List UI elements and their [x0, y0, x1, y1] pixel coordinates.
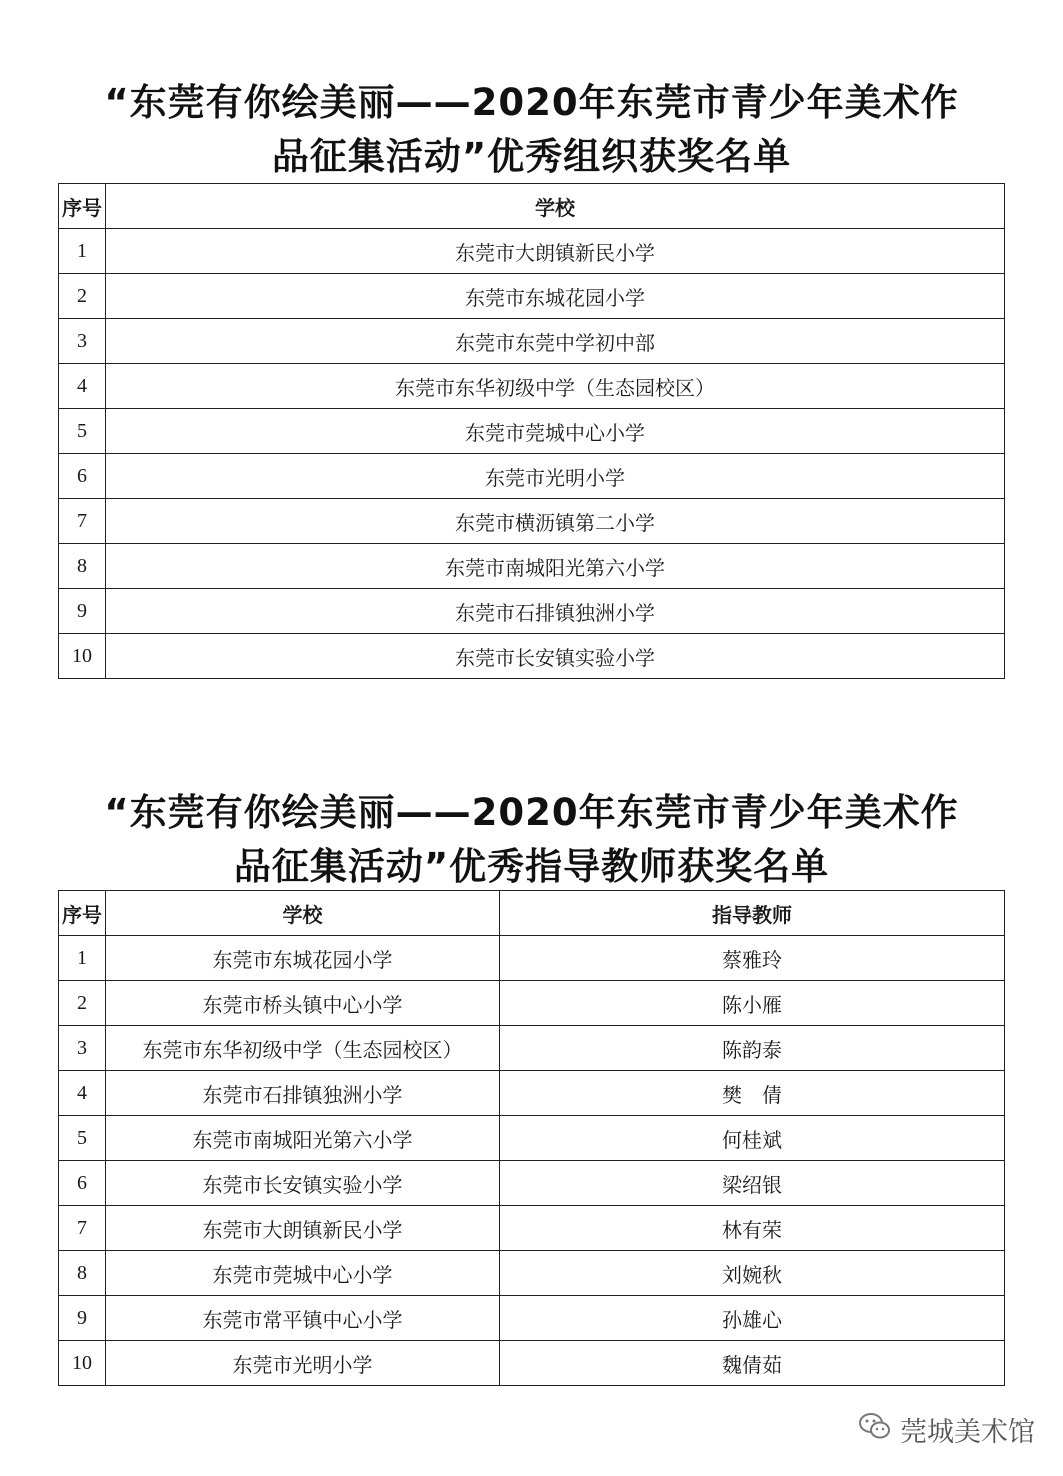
header-school: 学校	[106, 184, 1005, 229]
table-row	[59, 1071, 1005, 1116]
cell-school: 东莞市大朗镇新民小学	[106, 229, 1005, 274]
cell-school: 东莞市东莞中学初中部	[106, 319, 1005, 364]
cell-school: 东莞市桥头镇中心小学	[106, 981, 500, 1026]
cell-school: 东莞市光明小学	[106, 454, 1005, 499]
cell-school: 东莞市东城花园小学	[106, 274, 1005, 319]
header-index: 序号	[59, 184, 106, 229]
cell-teacher: 魏倩茹	[500, 1341, 1005, 1386]
table-row	[59, 364, 1005, 409]
cell-index: 5	[59, 409, 106, 454]
cell-index: 3	[59, 1026, 106, 1071]
cell-school: 东莞市东华初级中学（生态园校区）	[106, 364, 1005, 409]
table-row	[59, 1296, 1005, 1341]
title-line-2: 品征集活动”优秀指导教师获奖名单	[233, 845, 830, 888]
cell-index: 1	[59, 936, 106, 981]
cell-school: 东莞市长安镇实验小学	[106, 634, 1005, 679]
table-row	[59, 409, 1005, 454]
cell-teacher: 刘婉秋	[500, 1251, 1005, 1296]
cell-school: 东莞市东城花园小学	[106, 936, 500, 981]
organization-award-table	[58, 183, 1005, 679]
teacher-award-table	[58, 890, 1005, 1386]
cell-school: 东莞市横沥镇第二小学	[106, 499, 1005, 544]
cell-index: 7	[59, 499, 106, 544]
award-list-title-teacher	[0, 786, 1063, 894]
cell-teacher: 蔡雅玲	[500, 936, 1005, 981]
table-row	[59, 454, 1005, 499]
cell-school: 东莞市光明小学	[106, 1341, 500, 1386]
cell-school: 东莞市石排镇独洲小学	[106, 1071, 500, 1116]
table-row	[59, 229, 1005, 274]
wechat-icon	[858, 1411, 892, 1448]
cell-school: 东莞市东华初级中学（生态园校区）	[106, 1026, 500, 1071]
table-row	[59, 1161, 1005, 1206]
cell-school: 东莞市莞城中心小学	[106, 409, 1005, 454]
table-row	[59, 544, 1005, 589]
cell-index: 4	[59, 364, 106, 409]
header-school: 学校	[106, 891, 500, 936]
cell-index: 5	[59, 1116, 106, 1161]
watermark	[858, 1410, 1035, 1449]
cell-teacher: 陈韵泰	[500, 1026, 1005, 1071]
table-row	[59, 1341, 1005, 1386]
cell-teacher: 陈小雁	[500, 981, 1005, 1026]
cell-index: 10	[59, 634, 106, 679]
table-row	[59, 589, 1005, 634]
cell-index: 7	[59, 1206, 106, 1251]
cell-index: 3	[59, 319, 106, 364]
cell-school: 东莞市石排镇独洲小学	[106, 589, 1005, 634]
header-teacher: 指导教师	[500, 891, 1005, 936]
title-line-2: 品征集活动”优秀组织获奖名单	[271, 135, 792, 178]
cell-teacher: 樊 倩	[500, 1071, 1005, 1116]
table-header-row	[59, 184, 1005, 229]
cell-index: 9	[59, 589, 106, 634]
title-line-1: “东莞有你绘美丽——2020年东莞市青少年美术作	[104, 81, 959, 124]
cell-school: 东莞市长安镇实验小学	[106, 1161, 500, 1206]
cell-index: 9	[59, 1296, 106, 1341]
cell-index: 6	[59, 454, 106, 499]
table-header-row	[59, 891, 1005, 936]
table-row	[59, 634, 1005, 679]
cell-index: 10	[59, 1341, 106, 1386]
table-row	[59, 936, 1005, 981]
award-list-title-organization	[0, 76, 1063, 184]
cell-school: 东莞市常平镇中心小学	[106, 1296, 500, 1341]
table-row	[59, 1116, 1005, 1161]
cell-index: 2	[59, 274, 106, 319]
cell-school: 东莞市南城阳光第六小学	[106, 544, 1005, 589]
cell-index: 8	[59, 1251, 106, 1296]
title-line-1: “东莞有你绘美丽——2020年东莞市青少年美术作	[104, 791, 959, 834]
cell-index: 4	[59, 1071, 106, 1116]
table-row	[59, 1026, 1005, 1071]
cell-teacher: 林有荣	[500, 1206, 1005, 1251]
table-row	[59, 499, 1005, 544]
table-row	[59, 319, 1005, 364]
table-row	[59, 1206, 1005, 1251]
header-index: 序号	[59, 891, 106, 936]
table-row	[59, 981, 1005, 1026]
cell-teacher: 孙雄心	[500, 1296, 1005, 1341]
cell-index: 8	[59, 544, 106, 589]
cell-school: 东莞市大朗镇新民小学	[106, 1206, 500, 1251]
cell-index: 1	[59, 229, 106, 274]
watermark-text: 莞城美术馆	[900, 1417, 1035, 1448]
cell-teacher: 何桂斌	[500, 1116, 1005, 1161]
cell-index: 6	[59, 1161, 106, 1206]
table-row	[59, 1251, 1005, 1296]
cell-index: 2	[59, 981, 106, 1026]
cell-school: 东莞市莞城中心小学	[106, 1251, 500, 1296]
cell-teacher: 梁绍银	[500, 1161, 1005, 1206]
table-row	[59, 274, 1005, 319]
cell-school: 东莞市南城阳光第六小学	[106, 1116, 500, 1161]
